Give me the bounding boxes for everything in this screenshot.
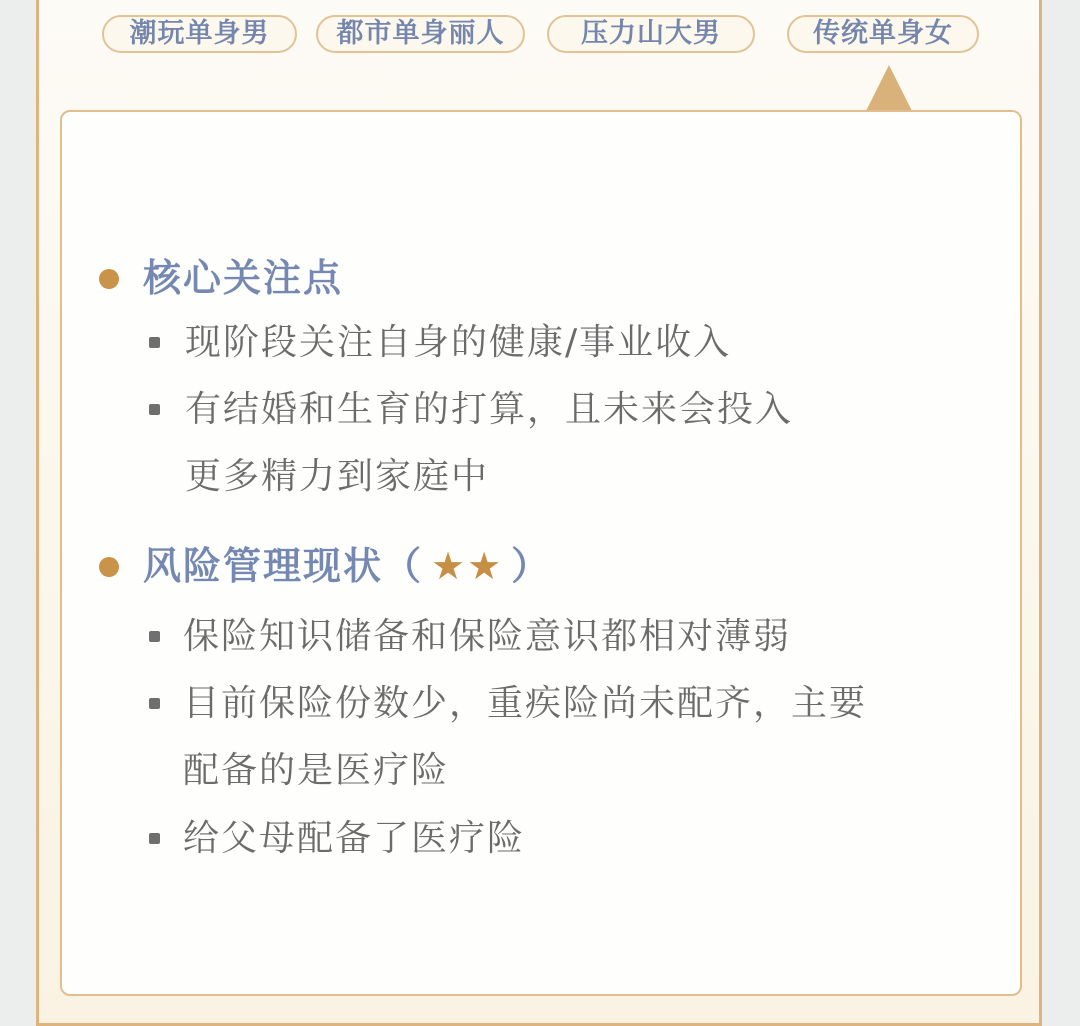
section-title: 核心关注点 (143, 256, 344, 300)
paren-open: （ (383, 544, 424, 588)
list-item-text: 目前保险份数少，重疾险尚未配齐，主要 (183, 683, 868, 724)
rating-stars-icon: ★★ (431, 544, 504, 588)
tab-urban-single-female[interactable]: 都市单身丽人 (316, 15, 525, 53)
list-item-text: 配备的是医疗险 (183, 750, 450, 791)
tab-stressed-male[interactable]: 压力山大男 (547, 15, 755, 53)
active-tab-pointer-icon (865, 65, 913, 113)
section-title: 风险管理现状 (143, 544, 384, 588)
tab-trendy-single-male[interactable]: 潮玩单身男 (102, 15, 297, 53)
paren-close: ） (511, 544, 552, 588)
list-item-text: 现阶段关注自身的健康/事业收入 (185, 322, 732, 363)
tab-traditional-single-female[interactable]: 传统单身女 (787, 15, 979, 53)
list-item-text: 有结婚和生育的打算，且未来会投入 (185, 389, 794, 430)
detail-card (60, 110, 1022, 996)
bullet-square-icon (149, 631, 160, 642)
bullet-square-icon (149, 337, 160, 348)
bullet-square-icon (149, 404, 160, 415)
bullet-square-icon (149, 833, 160, 844)
heading-dot-icon (99, 557, 119, 577)
list-item-text: 更多精力到家庭中 (185, 456, 490, 497)
bullet-square-icon (149, 698, 160, 709)
list-item-text: 给父母配备了医疗险 (183, 818, 526, 859)
heading-dot-icon (99, 269, 119, 289)
profile-panel (36, 0, 1042, 1026)
list-item-text: 保险知识储备和保险意识都相对薄弱 (183, 616, 792, 657)
